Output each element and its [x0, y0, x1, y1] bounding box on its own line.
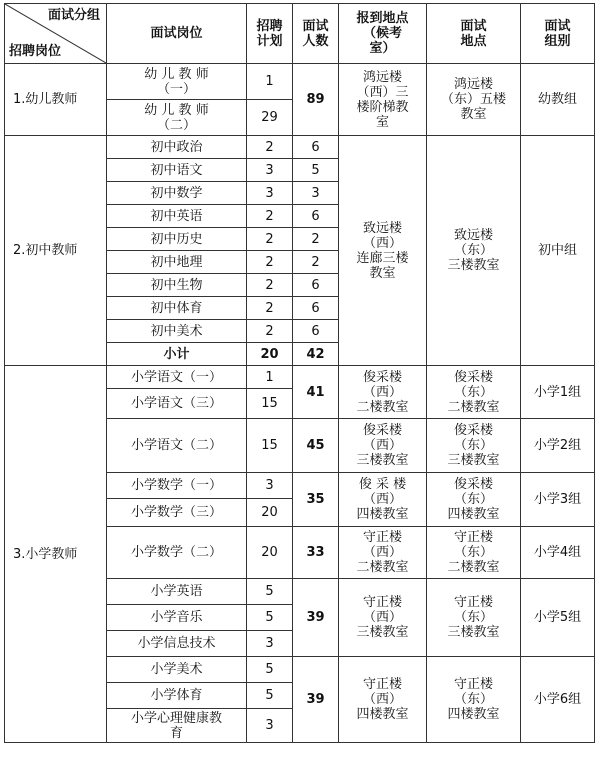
plan-cell: 2	[247, 274, 293, 297]
group-cell: 小学1组	[521, 366, 595, 419]
plan-cell: 2	[247, 297, 293, 320]
plan-cell: 5	[247, 605, 293, 631]
position-cell: 初中语文	[107, 159, 247, 182]
header-count: 面试 人数	[293, 4, 339, 64]
position-cell: 小学数学（三）	[107, 499, 247, 527]
count-cell: 6	[293, 136, 339, 159]
group-cell: 小学4组	[521, 527, 595, 579]
position-cell: 幼 儿 教 师 （一）	[107, 64, 247, 100]
position-cell: 初中英语	[107, 205, 247, 228]
position-cell: 小学心理健康教 育	[107, 709, 247, 743]
report-cell: 守正楼 （西） 四楼教室	[339, 657, 427, 743]
venue-cell: 俊采楼 （东） 三楼教室	[427, 419, 521, 473]
header-venue: 面试 地点	[427, 4, 521, 64]
report-cell: 俊采楼 （西） 二楼教室	[339, 366, 427, 419]
group-cell: 小学6组	[521, 657, 595, 743]
subtotal-label: 小计	[107, 343, 247, 366]
position-cell: 小学信息技术	[107, 631, 247, 657]
count-cell: 45	[293, 419, 339, 473]
position-cell: 小学音乐	[107, 605, 247, 631]
table-row	[5, 136, 595, 159]
header-row	[5, 4, 595, 64]
plan-cell: 3	[247, 159, 293, 182]
table-row	[5, 366, 595, 389]
venue-cell: 致远楼 （东） 三楼教室	[427, 136, 521, 366]
position-cell: 初中历史	[107, 228, 247, 251]
plan-cell: 29	[247, 100, 293, 136]
count-cell: 3	[293, 182, 339, 205]
position-cell: 小学数学（二）	[107, 527, 247, 579]
position-cell: 小学语文（三）	[107, 389, 247, 419]
report-cell: 鸿远楼 （西）三 楼阶梯教 室	[339, 64, 427, 136]
count-cell: 2	[293, 251, 339, 274]
plan-cell: 3	[247, 709, 293, 743]
plan-cell: 5	[247, 683, 293, 709]
section-name: 1.幼儿教师	[5, 64, 107, 136]
header-report: 报到地点 （候考 室）	[339, 4, 427, 64]
count-cell: 6	[293, 297, 339, 320]
header-plan: 招聘 计划	[247, 4, 293, 64]
interview-schedule-table	[4, 3, 595, 743]
table-row	[5, 64, 595, 100]
plan-cell: 20	[247, 527, 293, 579]
subtotal-count: 42	[293, 343, 339, 366]
report-cell: 俊采楼 （西） 三楼教室	[339, 419, 427, 473]
group-cell: 小学2组	[521, 419, 595, 473]
position-cell: 初中美术	[107, 320, 247, 343]
count-cell: 39	[293, 579, 339, 657]
group-cell: 幼教组	[521, 64, 595, 136]
position-cell: 初中体育	[107, 297, 247, 320]
position-cell: 幼 儿 教 师 （二）	[107, 100, 247, 136]
plan-cell: 20	[247, 499, 293, 527]
position-cell: 初中政治	[107, 136, 247, 159]
position-cell: 初中生物	[107, 274, 247, 297]
venue-cell: 鸿远楼 （东）五楼 教室	[427, 64, 521, 136]
venue-cell: 守正楼 （东） 三楼教室	[427, 579, 521, 657]
plan-cell: 2	[247, 320, 293, 343]
count-cell: 5	[293, 159, 339, 182]
header-group-label: 面试分组	[47, 8, 100, 23]
header-position: 面试岗位	[107, 4, 247, 64]
section-name: 3.小学教师	[5, 366, 107, 743]
header-group: 面试 组别	[521, 4, 595, 64]
count-cell: 89	[293, 64, 339, 136]
plan-cell: 3	[247, 631, 293, 657]
count-cell: 2	[293, 228, 339, 251]
header-diagonal-cell	[5, 4, 107, 64]
venue-cell: 俊采楼 （东） 四楼教室	[427, 473, 521, 527]
plan-cell: 1	[247, 64, 293, 100]
header-position-label: 招聘岗位	[9, 44, 62, 59]
position-cell: 小学语文（二）	[107, 419, 247, 473]
section-name: 2.初中教师	[5, 136, 107, 366]
plan-cell: 2	[247, 251, 293, 274]
count-cell: 33	[293, 527, 339, 579]
position-cell: 小学英语	[107, 579, 247, 605]
count-cell: 41	[293, 366, 339, 419]
venue-cell: 守正楼 （东） 二楼教室	[427, 527, 521, 579]
report-cell: 守正楼 （西） 二楼教室	[339, 527, 427, 579]
group-cell: 小学5组	[521, 579, 595, 657]
report-cell: 致远楼 （西） 连廊三楼 教室	[339, 136, 427, 366]
position-cell: 小学美术	[107, 657, 247, 683]
venue-cell: 守正楼 （东） 四楼教室	[427, 657, 521, 743]
venue-cell: 俊采楼 （东） 二楼教室	[427, 366, 521, 419]
plan-cell: 2	[247, 136, 293, 159]
plan-cell: 15	[247, 389, 293, 419]
position-cell: 初中地理	[107, 251, 247, 274]
plan-cell: 2	[247, 205, 293, 228]
plan-cell: 5	[247, 657, 293, 683]
count-cell: 6	[293, 205, 339, 228]
plan-cell: 15	[247, 419, 293, 473]
report-cell: 守正楼 （西） 三楼教室	[339, 579, 427, 657]
group-cell: 小学3组	[521, 473, 595, 527]
plan-cell: 3	[247, 182, 293, 205]
count-cell: 39	[293, 657, 339, 743]
report-cell: 俊 采 楼 （西） 四楼教室	[339, 473, 427, 527]
position-cell: 小学数学（一）	[107, 473, 247, 499]
count-cell: 6	[293, 320, 339, 343]
position-cell: 小学语文（一）	[107, 366, 247, 389]
group-cell: 初中组	[521, 136, 595, 366]
plan-cell: 1	[247, 366, 293, 389]
position-cell: 初中数学	[107, 182, 247, 205]
count-cell: 6	[293, 274, 339, 297]
subtotal-plan: 20	[247, 343, 293, 366]
plan-cell: 5	[247, 579, 293, 605]
plan-cell: 2	[247, 228, 293, 251]
count-cell: 35	[293, 473, 339, 527]
plan-cell: 3	[247, 473, 293, 499]
position-cell: 小学体育	[107, 683, 247, 709]
